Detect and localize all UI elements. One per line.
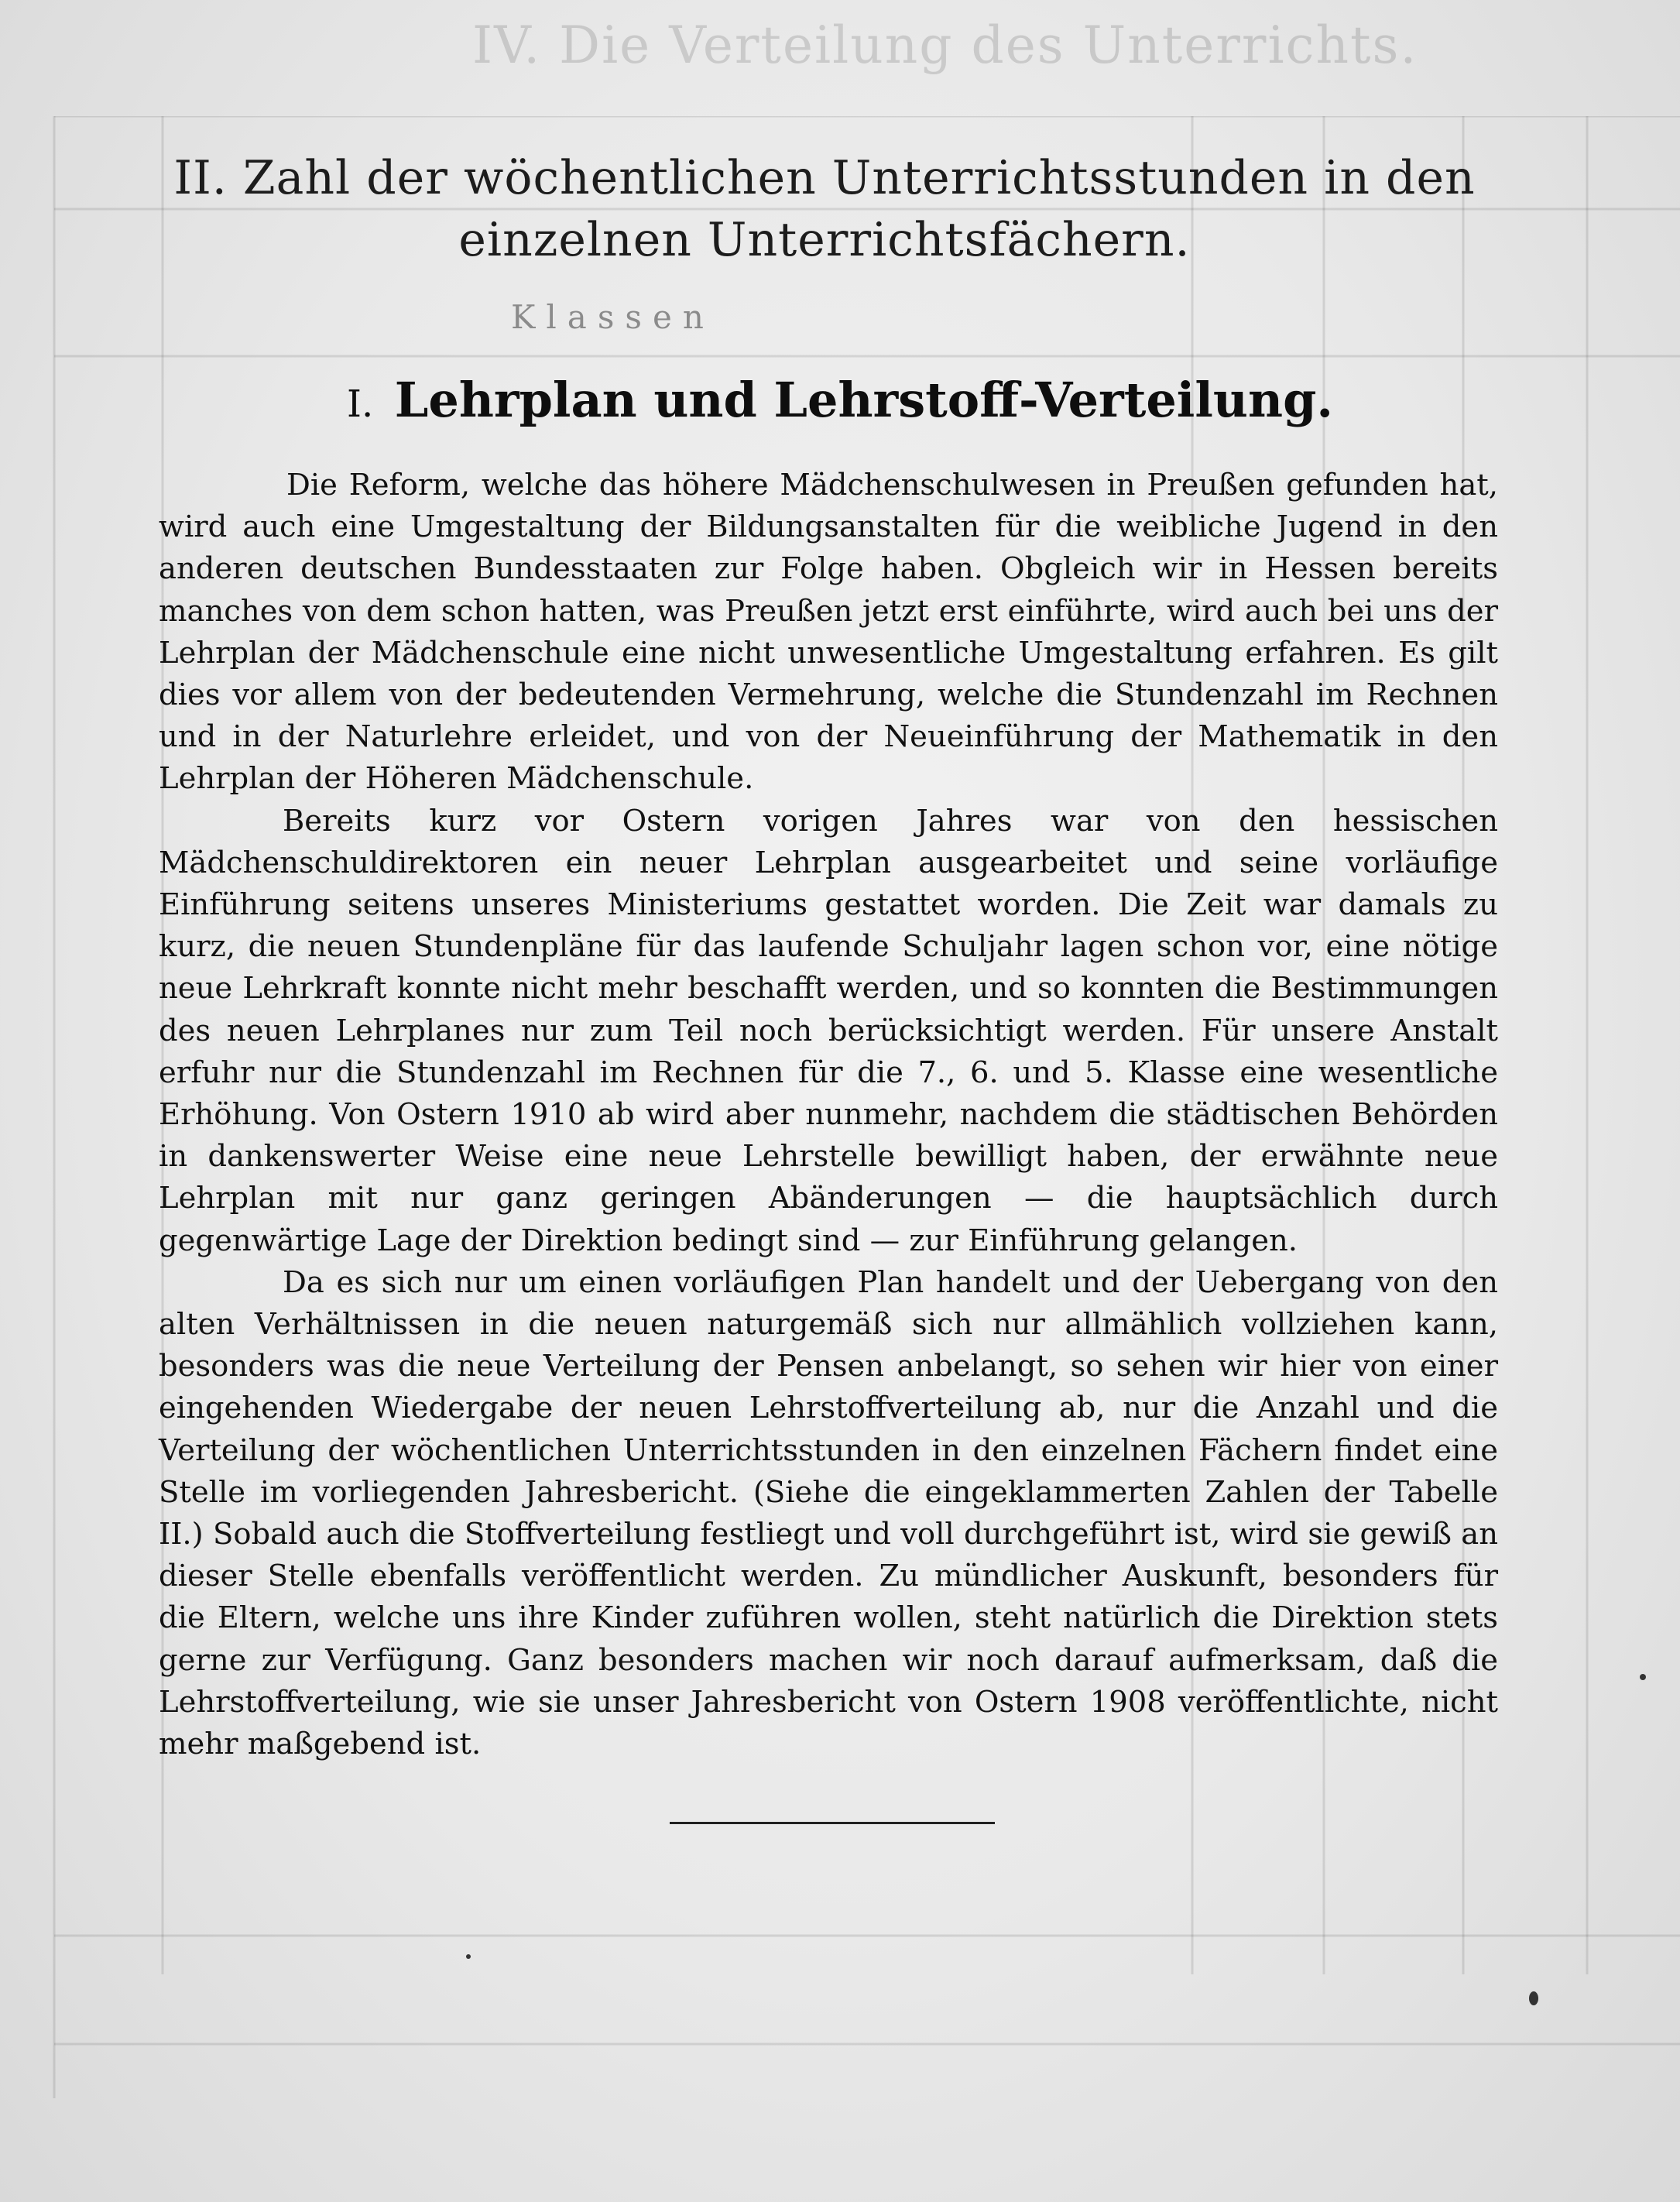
body-text xyxy=(159,465,1498,1765)
closing-rule xyxy=(670,1822,995,1824)
ink-speck xyxy=(1640,1674,1646,1680)
section-i-heading xyxy=(0,372,1680,428)
paragraph: Da es sich nur um einen vorläufigen Plan handelt und der Uebergang von den alten Verhältnissen in die neuen naturgemäß sich nur allmählich vollziehen kann, besonders was die neue Verteilung der Pensen anbelangt, so sehen wir hier von einer eingehenden Wiedergabe der neuen Lehrstoffverteilung ab, nur die Anzahl und die Verteilung der wöchentlichen Unterrichtsstunden in den einzelnen Fächern findet eine Stelle im vorliegenden Jahresbericht. (Siehe die eingeklammerten Zahlen der Tabelle II.) Sobald auch die Stoffverteilung festliegt und voll durchgeführt ist, wird sie gewiß an dieser Stelle ebenfalls veröffentlicht werden. Zu mündlicher Auskunft, besonders für die Eltern, welche uns ihre Kinder zuführen wollen, steht natürlich die Direktion stets gerne zur Verfügung. Ganz besonders machen wir noch darauf aufmerksam, daß die Lehrstoffverteilung, wie sie unser Jahresbericht von Ostern 1908 veröffentlichte, nicht mehr maßgebend ist. xyxy=(159,1264,1498,1762)
paragraph: Die Reform, welche das höhere Mädchenschulwesen in Preußen gefunden hat, wird auch eine Umgestaltung der Bildungsanstalten für die weibliche Jugend in den anderen deutschen Bundesstaaten zur Folge haben. Obgleich wir in Hessen bereits manches von dem schon hatten, was Preußen jetzt erst einführte, wird auch bei uns der Lehrplan der Mädchenschule eine nicht unwesentliche Umgestaltung erfahren. Es gilt dies vor allem von der bedeutenden Vermehrung, welche die Stundenzahl im Rechnen und in der Naturlehre erleidet, und von der Neueinführung der Mathematik in den Lehrplan der Höheren Mädchenschule. xyxy=(159,468,1498,797)
paragraph: Bereits kurz vor Ostern vorigen Jahres war von den hessischen Mädchenschuldirektoren ein neuer Lehrplan ausgearbeitet und seine vorläufige Einführung seitens unseres Ministeriums gestattet worden. Die Zeit war damals zu kurz, die neuen Stundenpläne für das laufende Schuljahr lagen schon vor, eine nötige neue Lehrkraft konnte nicht mehr beschafft werden, und so konnten die Bestimmungen des neuen Lehrplanes nur zum Teil noch berücksichtigt werden. Für unsere Anstalt erfuhr nur die Stundenzahl im Rechnen für die 7., 6. und 5. Klasse eine wesentliche Erhöhung. Von Ostern 1910 ab wird aber nunmehr, nachdem die städtischen Behörden in dankenswerter Weise eine neue Lehrstelle bewilligt haben, der erwähnte neue Lehrplan mit nur ganz geringen Abänderungen — die hauptsächlich durch gegenwärtige Lage der Direktion bedingt sind — zur Einführung gelangen. xyxy=(159,803,1498,1258)
bleed-through-heading: IV. Die Verteilung des Unterrichts. xyxy=(472,15,1418,75)
section-number: I. xyxy=(346,382,374,426)
ink-speck xyxy=(466,1954,471,1959)
section-ii-heading: II. Zahl der wöchentlichen Unterrichtsstunden in den einzelnen Unterrichtsfächern. xyxy=(173,151,1476,267)
section-title: Lehrplan und Lehrstoff-Verteilung. xyxy=(394,372,1334,428)
klassen-label: Klassen xyxy=(511,298,715,336)
ink-speck xyxy=(1529,1991,1538,2005)
